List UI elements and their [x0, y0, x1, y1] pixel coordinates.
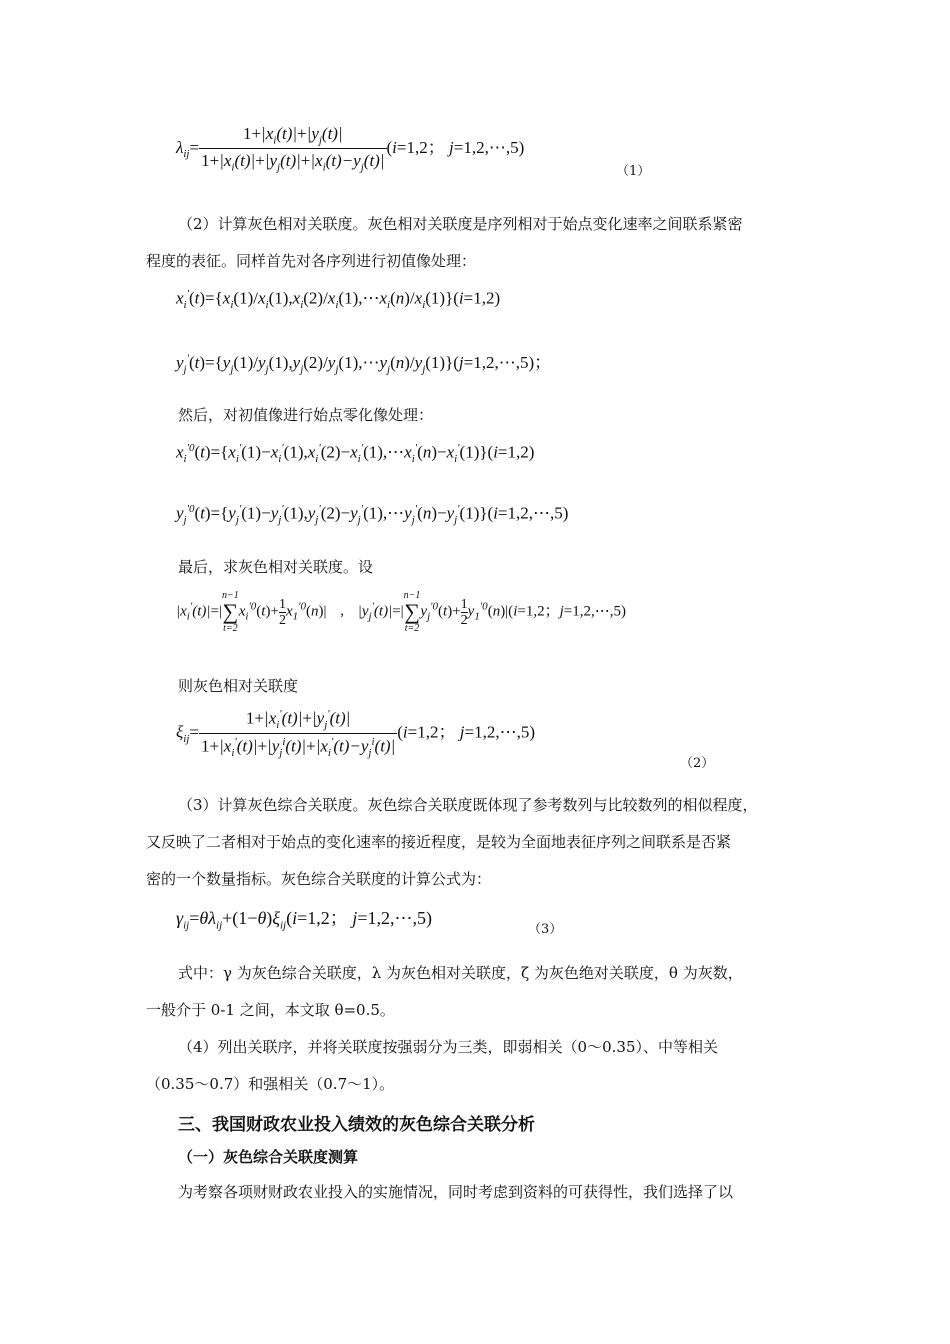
para3-line3: 密的一个数量指标。灰色综合关联度的计算公式为：: [146, 870, 492, 888]
explain-line1: 式中：γ 为灰色综合关联度，λ 为灰色相对关联度，ζ 为灰色绝对关联度，θ 为灰数，: [178, 964, 743, 982]
para2-line1: （2）计算灰色相对关联度。灰色相对关联度是序列相对于始点变化速率之间联系紧密: [178, 215, 743, 233]
equation-y-zero: $y_j^{'0}(t)=\{y_j'(1)-y_j'(1),y_j'(2)-y_j'(1),\cdots y_j'(n)-y_j'(1)\}(i=1,2,\cdots,5)$: [176, 503, 569, 527]
equation-3-number: （3）: [528, 922, 563, 937]
then-relative-text: 则灰色相对关联度: [178, 677, 299, 695]
equation-sum-definitions: $|x_i'(t)|=|$ n−1 ∑ t=2 $x_i^{'0}(t)+$ $\frac{1}{2}$ $x_1^{'0}(n)|$ , $|y_j'(t)|=|$ n−1 ∑ t=2 $y_j^{'0}(t)+$ $\frac{1}{2}$ $y_1^{'0}(n)|(i=1,2$；j=1,2,⋯,5): [176, 590, 626, 634]
para3-line1: （3）计算灰色综合关联度。灰色综合关联度既体现了参考数列与比较数列的相似程度，: [178, 796, 758, 814]
subsection-1-title: （一）灰色综合关联度测算: [178, 1148, 359, 1166]
section-3-title: 三、我国财政农业投入绩效的灰色综合关联分析: [178, 1115, 535, 1135]
para4-line2: （0.35～0.7）和强相关（0.7～1）。: [146, 1075, 395, 1093]
equation-1: $\lambda_{ij}=$ $\frac{1+|x_i(t)|+|y_j(t)|}{1+|x_i(t)|+|y_j(t)|+|x_i(t)-y_j(t)|}$ (i=1,2； j=1,2,⋯,5): [176, 124, 525, 174]
para3-line2: 又反映了二者相对于始点的变化速率的接近程度，是较为全面地表征序列之间联系是否紧: [146, 833, 732, 851]
equation-2: $\xi_{ij}=$ $\frac{1+|x_i'(t)|+|y_j'(t)|}{1+|x_i'(t)|+|y_j^i(t)|+|x_i'(t)-y_j^i(t)|}$ (i=1,2； j=1,2,⋯,5): [176, 708, 535, 760]
final-paragraph-line1: 为考察各项财财政农业投入的实施情况，同时考虑到资料的可获得性，我们选择了以: [178, 1183, 734, 1201]
then-zero-text: 然后，对初值像进行始点零化像处理：: [178, 406, 434, 424]
finally-text: 最后，求灰色相对关联度。设: [178, 558, 374, 576]
para4-line1: （4）列出关联序，并将关联度按强弱分为三类，即弱相关（0～0.35）、中等相关: [178, 1038, 718, 1056]
para2-line2: 程度的表征。同样首先对各序列进行初值像处理：: [146, 252, 477, 270]
equation-y-initial: $y_j'(t)=\{y_j(1)/y_j(1),y_j(2)/y_j(1),\cdots y_j(n)/y_j(1)\}(j=1,2,\cdots,5)$；: [176, 352, 552, 376]
equation-3: $\gamma_{ij}=\theta\lambda_{ij}+(1-\theta)\xi_{ij}(i=1,2$； j=1,2,⋯,5): [176, 908, 432, 932]
explain-line2: 一般介于 0-1 之间，本文取 θ=0.5。: [146, 1001, 395, 1019]
equation-x-initial: $x_i'(t)=\{x_i(1)/x_i(1),x_i(2)/x_i(1),\cdots x_i(n)/x_i(1)\}(i=1,2)$: [176, 288, 501, 312]
equation-2-number: （2）: [680, 756, 715, 771]
equation-1-number: （1）: [616, 164, 651, 179]
equation-x-zero: $x_i^{'0}(t)=\{x_i'(1)-x_i'(1),x_i'(2)-x_i'(1),\cdots x_i'(n)-x_i'(1)\}(i=1,2)$: [176, 442, 535, 466]
